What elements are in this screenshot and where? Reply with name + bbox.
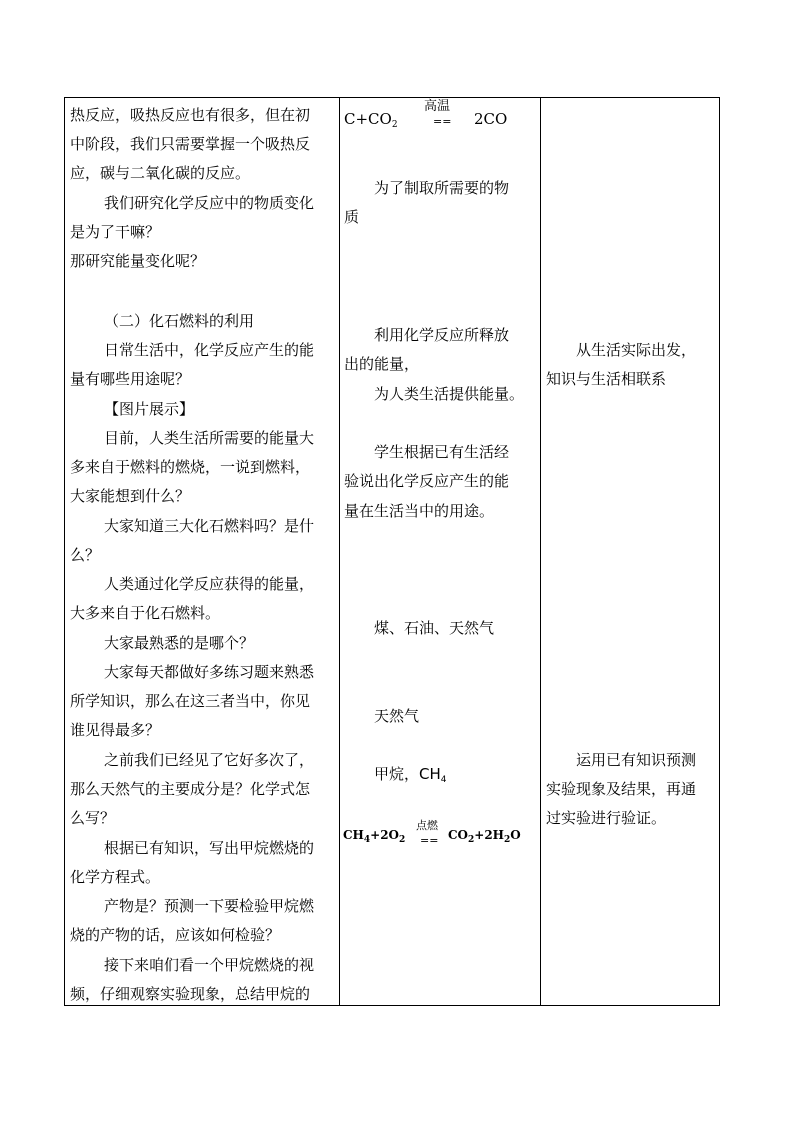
text-line: 【图片展示】 xyxy=(104,400,195,418)
text-line: 接下来咱们看一个甲烷燃烧的视 xyxy=(104,956,315,974)
text-line: 为了制取所需要的物 xyxy=(374,179,510,197)
text-line: 我们研究化学反应中的物质变化 xyxy=(104,194,315,212)
lesson-plan-table xyxy=(64,97,720,1006)
text-line: 实验现象及结果，再通 xyxy=(546,780,697,798)
eq-condition: 高温 xyxy=(424,99,451,114)
text-line: 学生根据已有生活经 xyxy=(374,443,510,461)
eq-sign: == xyxy=(420,834,439,847)
text-line: 量在生活当中的用途。 xyxy=(344,502,495,520)
text-line: 利用化学反应所释放 xyxy=(374,326,510,344)
text-line: 么写？ xyxy=(70,809,116,827)
text-line: 天然气 xyxy=(374,707,420,725)
eq-products: 2CO xyxy=(474,110,508,128)
text-line: 大家每天都做好多练习题来熟悉 xyxy=(104,663,315,681)
text-line: 所学知识，那么在这三者当中，你见 xyxy=(70,692,311,710)
text-line: 大家知道三大化石燃料吗？是什 xyxy=(104,517,315,535)
text-line: 人类通过化学反应获得的能量， xyxy=(104,575,315,593)
text-line: 那么天然气的主要成分是？化学式怎 xyxy=(70,780,311,798)
text-line: 之前我们已经见了它好多次了， xyxy=(104,751,315,769)
text-line: 应，碳与二氧化碳的反应。 xyxy=(70,164,251,182)
text-line: 化学方程式。 xyxy=(70,868,161,886)
methane-formula-line: 甲烷，$CH_4$ xyxy=(374,765,447,785)
text-line: 中阶段，我们只需要掌握一个吸热反 xyxy=(70,135,311,153)
text-line: 频，仔细观察实验现象，总结甲烷的 xyxy=(70,985,311,1003)
column-divider xyxy=(339,98,340,1005)
text-line: 为人类生活提供能量。 xyxy=(374,385,525,403)
text-line: 目前，人类生活所需要的能量大 xyxy=(104,429,315,447)
eq-condition: 点燃 xyxy=(416,819,438,832)
column-divider xyxy=(540,98,541,1005)
text-line: 么？ xyxy=(70,546,101,564)
text-line: 根据已有知识，写出甲烷燃烧的 xyxy=(104,839,315,857)
text-line: 大多来自于化石燃料。 xyxy=(70,604,221,622)
text-line: 日常生活中，化学反应产生的能 xyxy=(104,341,315,359)
text-line: 大家最熟悉的是哪个？ xyxy=(104,634,255,652)
text-line: 大家能想到什么？ xyxy=(70,487,191,505)
text-line: 产物是？预测一下要检验甲烷燃 xyxy=(104,897,315,915)
eq-sign: == xyxy=(433,115,452,128)
text-line: 烧的产物的话，应该如何检验？ xyxy=(70,926,281,944)
text-line: 那研究能量变化呢？ xyxy=(70,252,206,270)
eq-reactants: $C+CO_2$ xyxy=(344,110,398,130)
section-heading: （二）化石燃料的利用 xyxy=(104,312,255,330)
text-line: 验说出化学反应产生的能 xyxy=(344,472,510,490)
text-line: 质 xyxy=(344,208,360,226)
text-line: 过实验进行验证。 xyxy=(546,809,667,827)
text-line: 谁见得最多？ xyxy=(70,721,161,739)
text-line: 是为了干嘛？ xyxy=(70,223,161,241)
text-line: 出的能量， xyxy=(344,355,420,373)
text-line: 多来自于燃料的燃烧，一说到燃料， xyxy=(70,458,311,476)
eq-reactants: $CH_4+2O_2$ xyxy=(343,828,406,845)
text-line: 煤、石油、天然气 xyxy=(374,619,495,637)
eq-products: $CO_2+2H_2O$ xyxy=(448,828,521,845)
text-line: 量有哪些用途呢？ xyxy=(70,370,191,388)
text-line: 运用已有知识预测 xyxy=(576,751,697,769)
text-line: 知识与生活相联系 xyxy=(546,370,667,388)
text-line: 从生活实际出发， xyxy=(576,341,697,359)
text-line: 热反应，吸热反应也有很多，但在初 xyxy=(70,106,311,124)
